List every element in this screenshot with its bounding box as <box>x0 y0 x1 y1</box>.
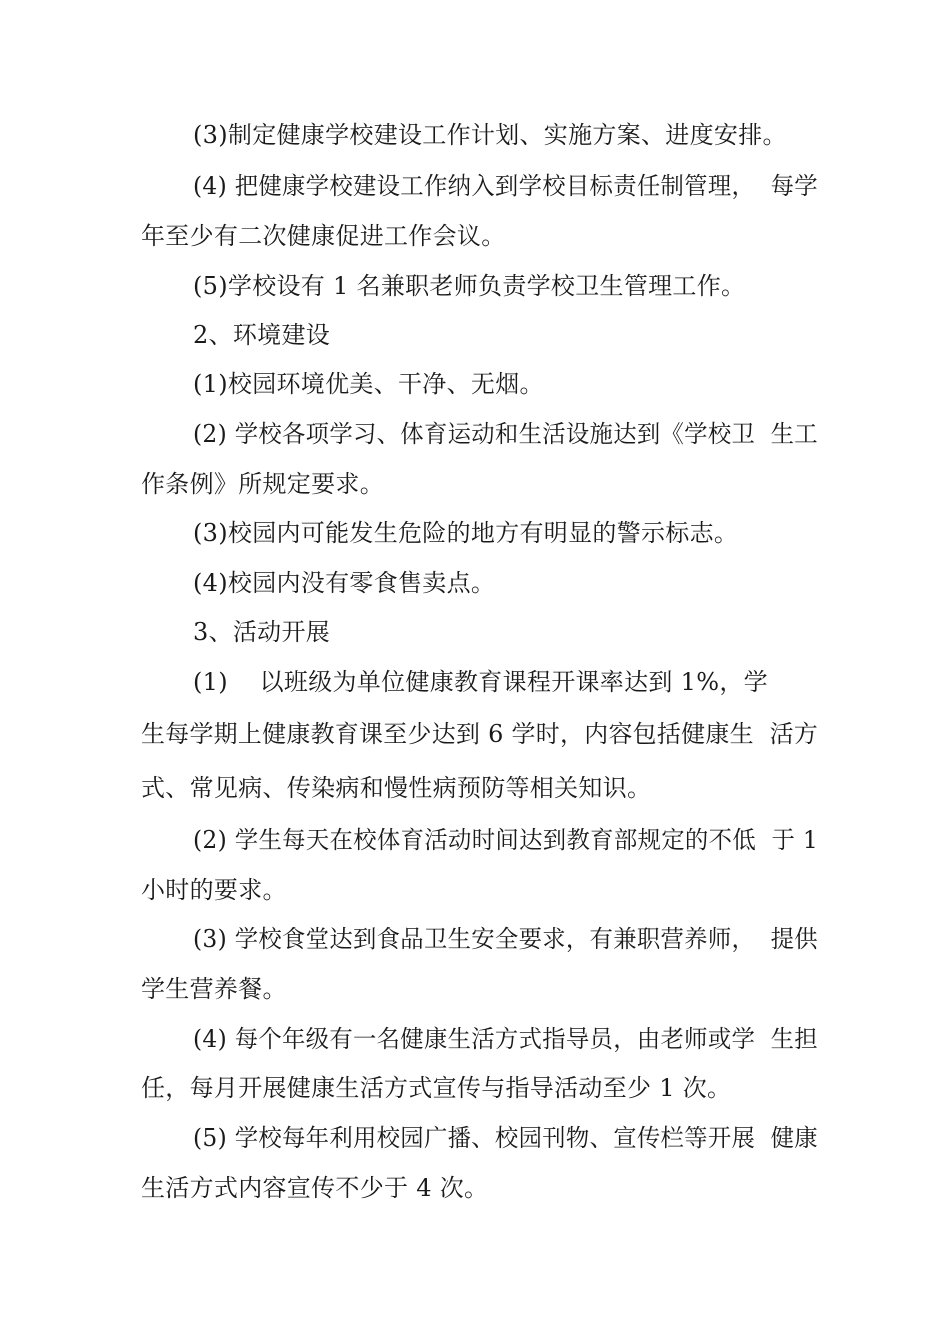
text-line: (1) 以班级为单位健康教育课程开课率达到 1%，学 <box>193 668 768 696</box>
text-line: 作条例》所规定要求。 <box>141 470 384 498</box>
text-line: (2) 学校各项学习、体育运动和生活设施达到《学校卫 生工 <box>193 420 818 448</box>
text-line: (3)校园内可能发生危险的地方有明显的警示标志。 <box>193 519 739 547</box>
text-line: (4) 每个年级有一名健康生活方式指导员，由老师或学 生担 <box>193 1025 818 1053</box>
text-line: (3) 学校食堂达到食品卫生安全要求，有兼职营养师， 提供 <box>193 925 818 953</box>
text-line: 小时的要求。 <box>141 876 287 904</box>
section-heading: 3、活动开展 <box>193 618 331 646</box>
text-line: (4) 把健康学校建设工作纳入到学校目标责任制管理， 每学 <box>193 172 818 200</box>
text-line: (4)校园内没有零食售卖点。 <box>193 569 496 597</box>
text-line: 式、常见病、传染病和慢性病预防等相关知识。 <box>141 774 652 802</box>
section-heading: 2、环境建设 <box>193 321 331 349</box>
text-line: (5)学校设有 1 名兼职老师负责学校卫生管理工作。 <box>193 272 746 300</box>
text-line: 年至少有二次健康促进工作会议。 <box>141 222 506 250</box>
text-line: (5) 学校每年利用校园广播、校园刊物、宣传栏等开展 健康 <box>193 1124 818 1152</box>
text-line: 任，每月开展健康生活方式宣传与指导活动至少 1 次。 <box>141 1074 732 1102</box>
text-line: (3)制定健康学校建设工作计划、实施方案、进度安排。 <box>193 121 787 149</box>
text-line: (2) 学生每天在校体育活动时间达到教育部规定的不低 于 1 <box>193 826 819 854</box>
text-line: 学生营养餐。 <box>141 975 287 1003</box>
text-line: 生活方式内容宣传不少于 4 次。 <box>141 1174 489 1202</box>
text-line: 生每学期上健康教育课至少达到 6 学时，内容包括健康生 活方 <box>141 720 819 748</box>
text-line: (1)校园环境优美、干净、无烟。 <box>193 370 544 398</box>
